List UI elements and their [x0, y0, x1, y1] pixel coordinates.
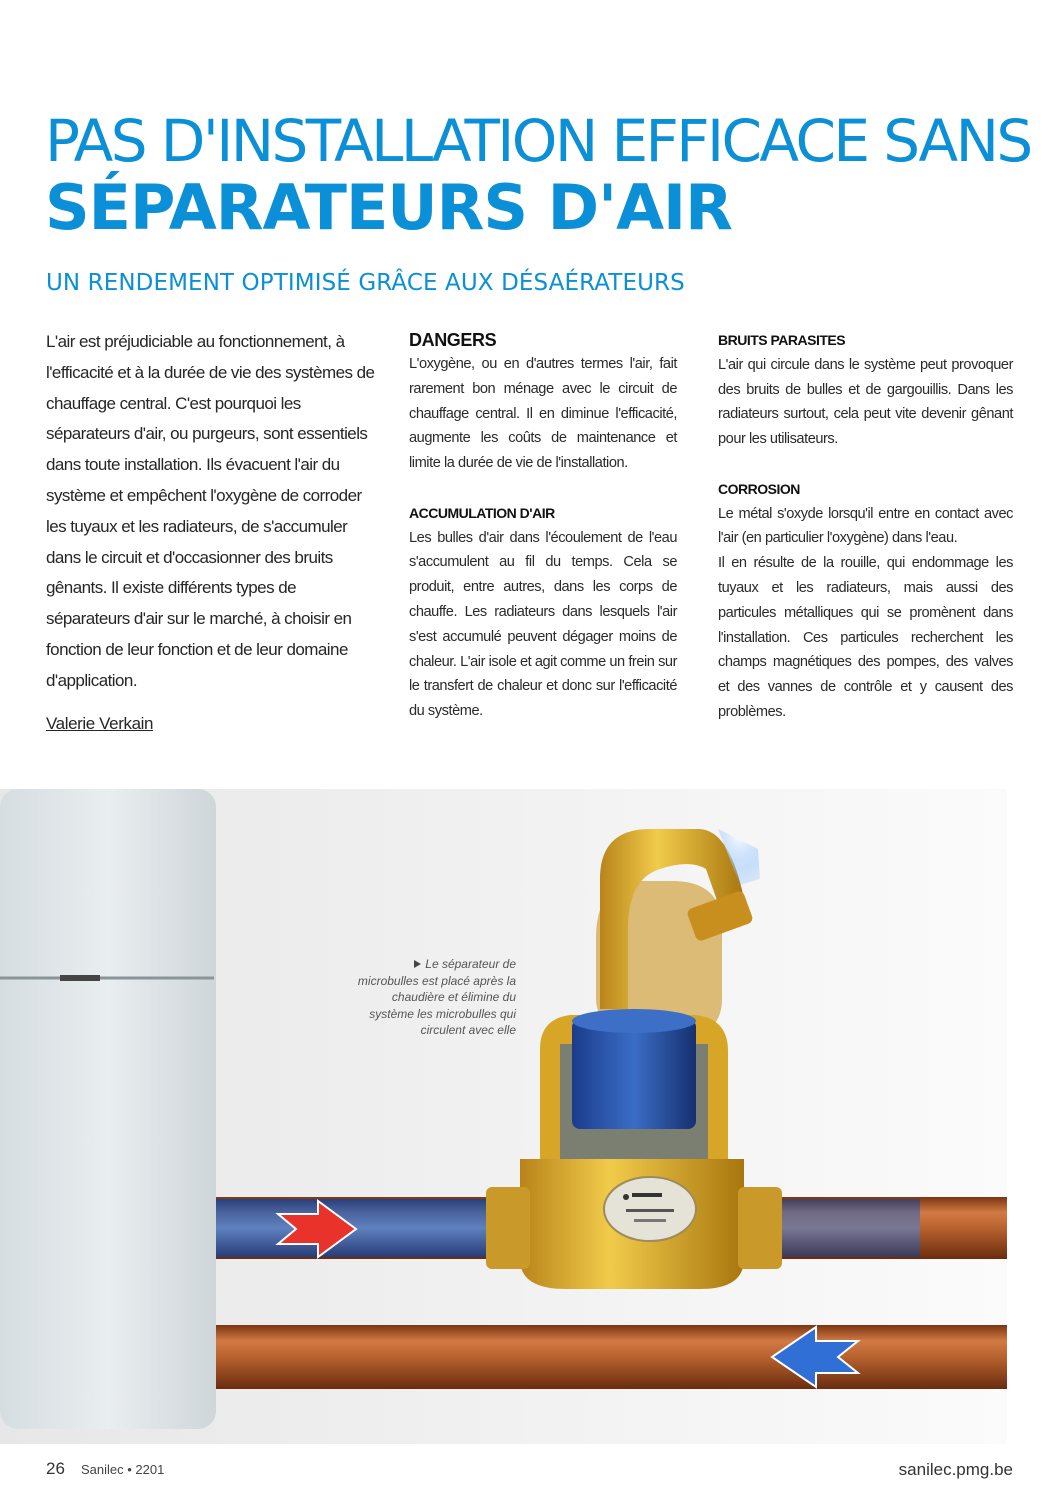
- heading-bruits: BRUITS PARASITES: [718, 332, 846, 348]
- caption-arrow-icon: [414, 960, 421, 968]
- column-right: [718, 328, 1013, 725]
- author-name: Valerie Verkain: [46, 714, 154, 733]
- title-line-1: PAS D'INSTALLATION EFFICACE SANS: [45, 107, 1031, 175]
- radiator-panel: [0, 789, 216, 1429]
- heading-dangers: DANGERS: [409, 330, 497, 350]
- dangers-body: L'oxygène, ou en d'autres termes l'air, fait rarement bon ménage avec le circuit de chauffage central. Il en diminue l'efficacité, augmente les coûts de maintenance et limite la durée de vie de l'installation.: [409, 356, 677, 472]
- website-link[interactable]: sanilec.pmg.be: [898, 1460, 1013, 1479]
- heading-accumulation: ACCUMULATION D'AIR: [409, 504, 555, 521]
- image-caption: [352, 956, 516, 1039]
- subtitle: UN RENDEMENT OPTIMISÉ GRÂCE AUX DÉSAÉRATEURS: [46, 270, 685, 296]
- page-number: 26: [46, 1459, 65, 1478]
- lower-pipe: [216, 1325, 1007, 1389]
- corrosion-body-1: Le métal s'oxyde lorsqu'il entre en contact avec l'air (en particulier l'oxygène) dans l'eau.: [718, 505, 1013, 547]
- corrosion-body-2: Il en résulte de la rouille, qui endommage les tuyaux et les radiateurs, mais aussi des particules métalliques qui se promènent dans l'installation. Ces particules recherchent les champs magnétiques des pompes, des valves et des vannes de contrôle et y causent des problèmes.: [718, 555, 1013, 720]
- column-middle: [409, 328, 677, 724]
- heading-corrosion: CORROSION: [718, 480, 800, 497]
- separator-illustration: [0, 789, 1007, 1444]
- bruits-body: L'air qui circule dans le système peut provoquer des bruits de bulles et de gargouillis. Dans les radiateurs surtout, cela peut vite devenir gênant pour les utilisateurs.: [718, 356, 1013, 448]
- accumulation-body: Les bulles d'air dans l'écoulement de l'eau s'accumulent au fil du temps. Cela se produit, entre autres, dans les corps de chauffe. Les radiateurs dans lesquels l'air s'est accumulé peuvent dégager moins de chaleur. L'air isole et agit comme un frein sur le transfert de chaleur et donc sur l'efficacité du système.: [409, 529, 677, 720]
- title-line-2: SÉPARATEURS D'AIR: [45, 171, 732, 244]
- magazine-issue: Sanilec • 2201: [81, 1462, 165, 1477]
- caption-text: Le séparateur de microbulles est placé après la chaudière et élimine du système les microbulles qui circulent avec elle: [357, 957, 516, 1037]
- intro-paragraph: L'air est préjudiciable au fonctionnement, à l'efficacité et à la durée de vie des systèmes de chauffage central. C'est pourquoi les séparateurs d'air, ou purgeurs, sont essentiels dans toute installation. Ils évacuent l'air du système et empêchent l'oxygène de corroder les tuyaux et les radiateurs, de s'accumuler dans le circuit et d'occasionner des bruits gênants. Il existe différents types de séparateurs d'air sur le marché, à choisir en fonction de leur fonction et de leur domaine d'application.: [46, 332, 375, 690]
- separator-diagram: [0, 789, 1007, 1444]
